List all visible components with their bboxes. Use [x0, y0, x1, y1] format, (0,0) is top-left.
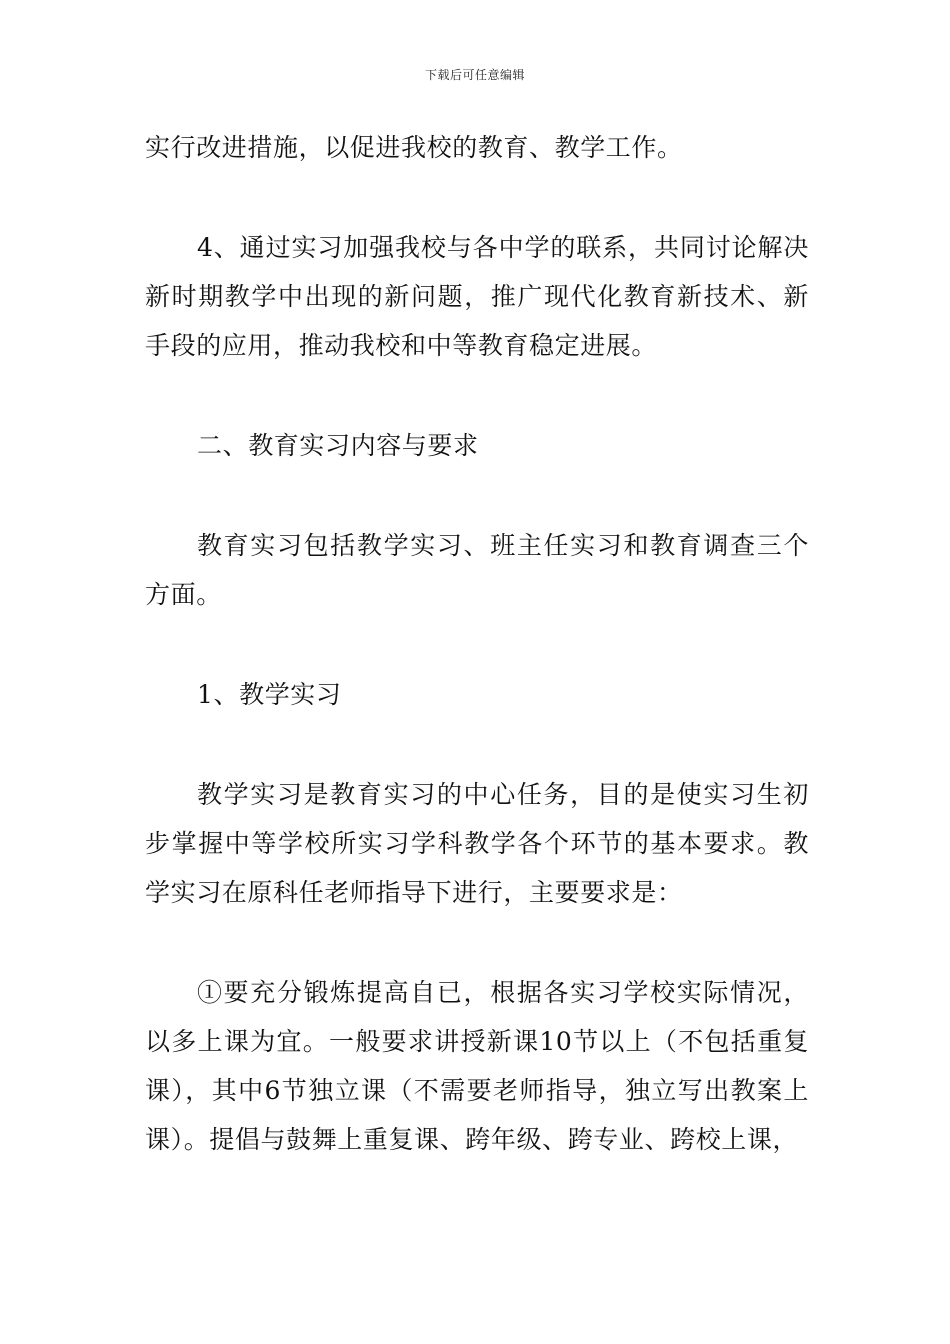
section-heading: 二、教育实习内容与要求	[197, 431, 479, 460]
document-body	[145, 123, 809, 1215]
paragraph-requirement-1: ①要充分锻炼提高自已，根据各实习学校实际情况，以多上课为宜。一般要求讲授新课10节以上（不包括重复课），其中6节独立课（不需要老师指导，独立写出教案上课）。提倡与鼓舞上重复课、跨年级、跨专业、跨校上课，	[145, 978, 809, 1154]
subsection-heading: 1、教学实习	[197, 680, 342, 709]
paragraph-teaching-practice: 教学实习是教育实习的中心任务，目的是使实习生初步掌握中等学校所实习学科教学各个环节的基本要求。教学实习在原科任老师指导下进行，主要要求是：	[145, 780, 809, 907]
paragraph-overview: 教育实习包括教学实习、班主任实习和教育调查三个方面。	[145, 531, 809, 609]
paragraph-item-4: 4、通过实习加强我校与各中学的联系，共同讨论解决新时期教学中出现的新问题，推广现代化教育新技术、新手段的应用，推动我校和中等教育稳定进展。	[145, 233, 809, 360]
paragraph-continuation: 实行改进措施，以促进我校的教育、教学工作。	[145, 133, 683, 162]
header-note: 下载后可任意编辑	[424, 68, 525, 82]
